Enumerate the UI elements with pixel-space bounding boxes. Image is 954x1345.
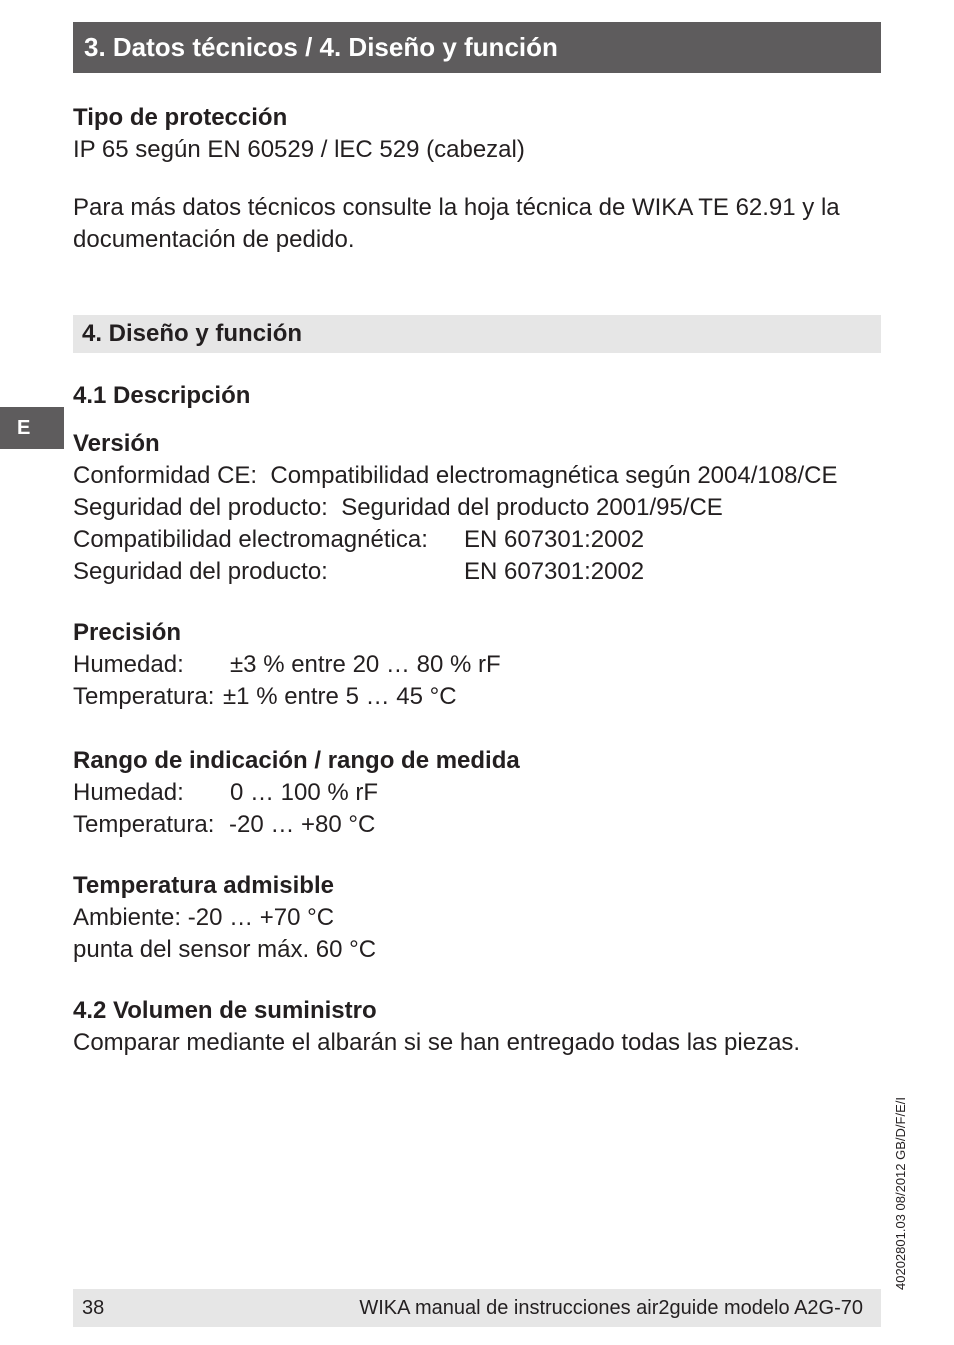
precision-heading: Precisión <box>73 619 182 646</box>
version-label: Seguridad del producto: <box>73 494 328 521</box>
language-tab: E <box>0 407 64 449</box>
range-row <box>73 809 378 841</box>
version-list <box>73 460 837 588</box>
document-code: 40202801.03 08/2012 GB/D/F/E/I <box>893 1097 908 1290</box>
range-list <box>73 777 378 841</box>
version-row <box>73 556 837 588</box>
precision-list <box>73 649 501 713</box>
version-row <box>73 460 837 492</box>
section-title: 4. Diseño y función <box>73 315 881 353</box>
temperature-ambient: Ambiente: -20 … +70 °C <box>73 904 335 931</box>
protection-heading: Tipo de protección <box>73 104 288 131</box>
version-label: Seguridad del producto: <box>73 558 328 585</box>
supply-heading: 4.2 Volumen de suministro <box>73 997 377 1024</box>
precision-row <box>73 649 501 681</box>
supply-text: Comparar mediante el albarán si se han entregado todas las piezas. <box>73 1029 801 1056</box>
page-number: 38 <box>82 1297 105 1319</box>
temperature-sensor: punta del sensor máx. 60 °C <box>73 936 377 963</box>
range-value: -20 … +80 °C <box>229 811 376 838</box>
range-row <box>73 777 378 809</box>
version-label: Conformidad CE: <box>73 462 258 489</box>
version-value: Seguridad del producto 2001/95/CE <box>341 494 723 521</box>
page-footer <box>73 1289 881 1327</box>
description-heading: 4.1 Descripción <box>73 382 251 409</box>
more-data-line1: Para más datos técnicos consulte la hoja técnica de WIKA TE 62.91 y la <box>73 194 840 221</box>
precision-row <box>73 681 501 713</box>
more-data-line2: documentación de pedido. <box>73 226 355 253</box>
version-value: Compatibilidad electromagnética según 2004/108/CE <box>270 462 838 489</box>
page-header: 3. Datos técnicos / 4. Diseño y función <box>73 22 881 73</box>
footer-title: WIKA manual de instrucciones air2guide modelo A2G-70 <box>359 1297 863 1319</box>
range-label: Temperatura: <box>73 811 215 838</box>
precision-value: ±3 % entre 20 … 80 % rF <box>230 651 501 678</box>
version-value: EN 607301:2002 <box>464 558 645 585</box>
version-heading: Versión <box>73 430 160 457</box>
temperature-heading: Temperatura admisible <box>73 872 334 899</box>
range-heading: Rango de indicación / rango de medida <box>73 747 520 774</box>
version-row <box>73 524 837 556</box>
version-label: Compatibilidad electromagnética: <box>73 526 428 553</box>
range-value: 0 … 100 % rF <box>230 779 379 806</box>
precision-label: Temperatura: <box>73 683 215 710</box>
precision-label: Humedad: <box>73 651 184 678</box>
range-label: Humedad: <box>73 779 184 806</box>
version-value: EN 607301:2002 <box>464 526 645 553</box>
protection-text: IP 65 según EN 60529 / lEC 529 (cabezal) <box>73 136 525 163</box>
precision-value: ±1 % entre 5 … 45 °C <box>223 683 457 710</box>
version-row <box>73 492 837 524</box>
